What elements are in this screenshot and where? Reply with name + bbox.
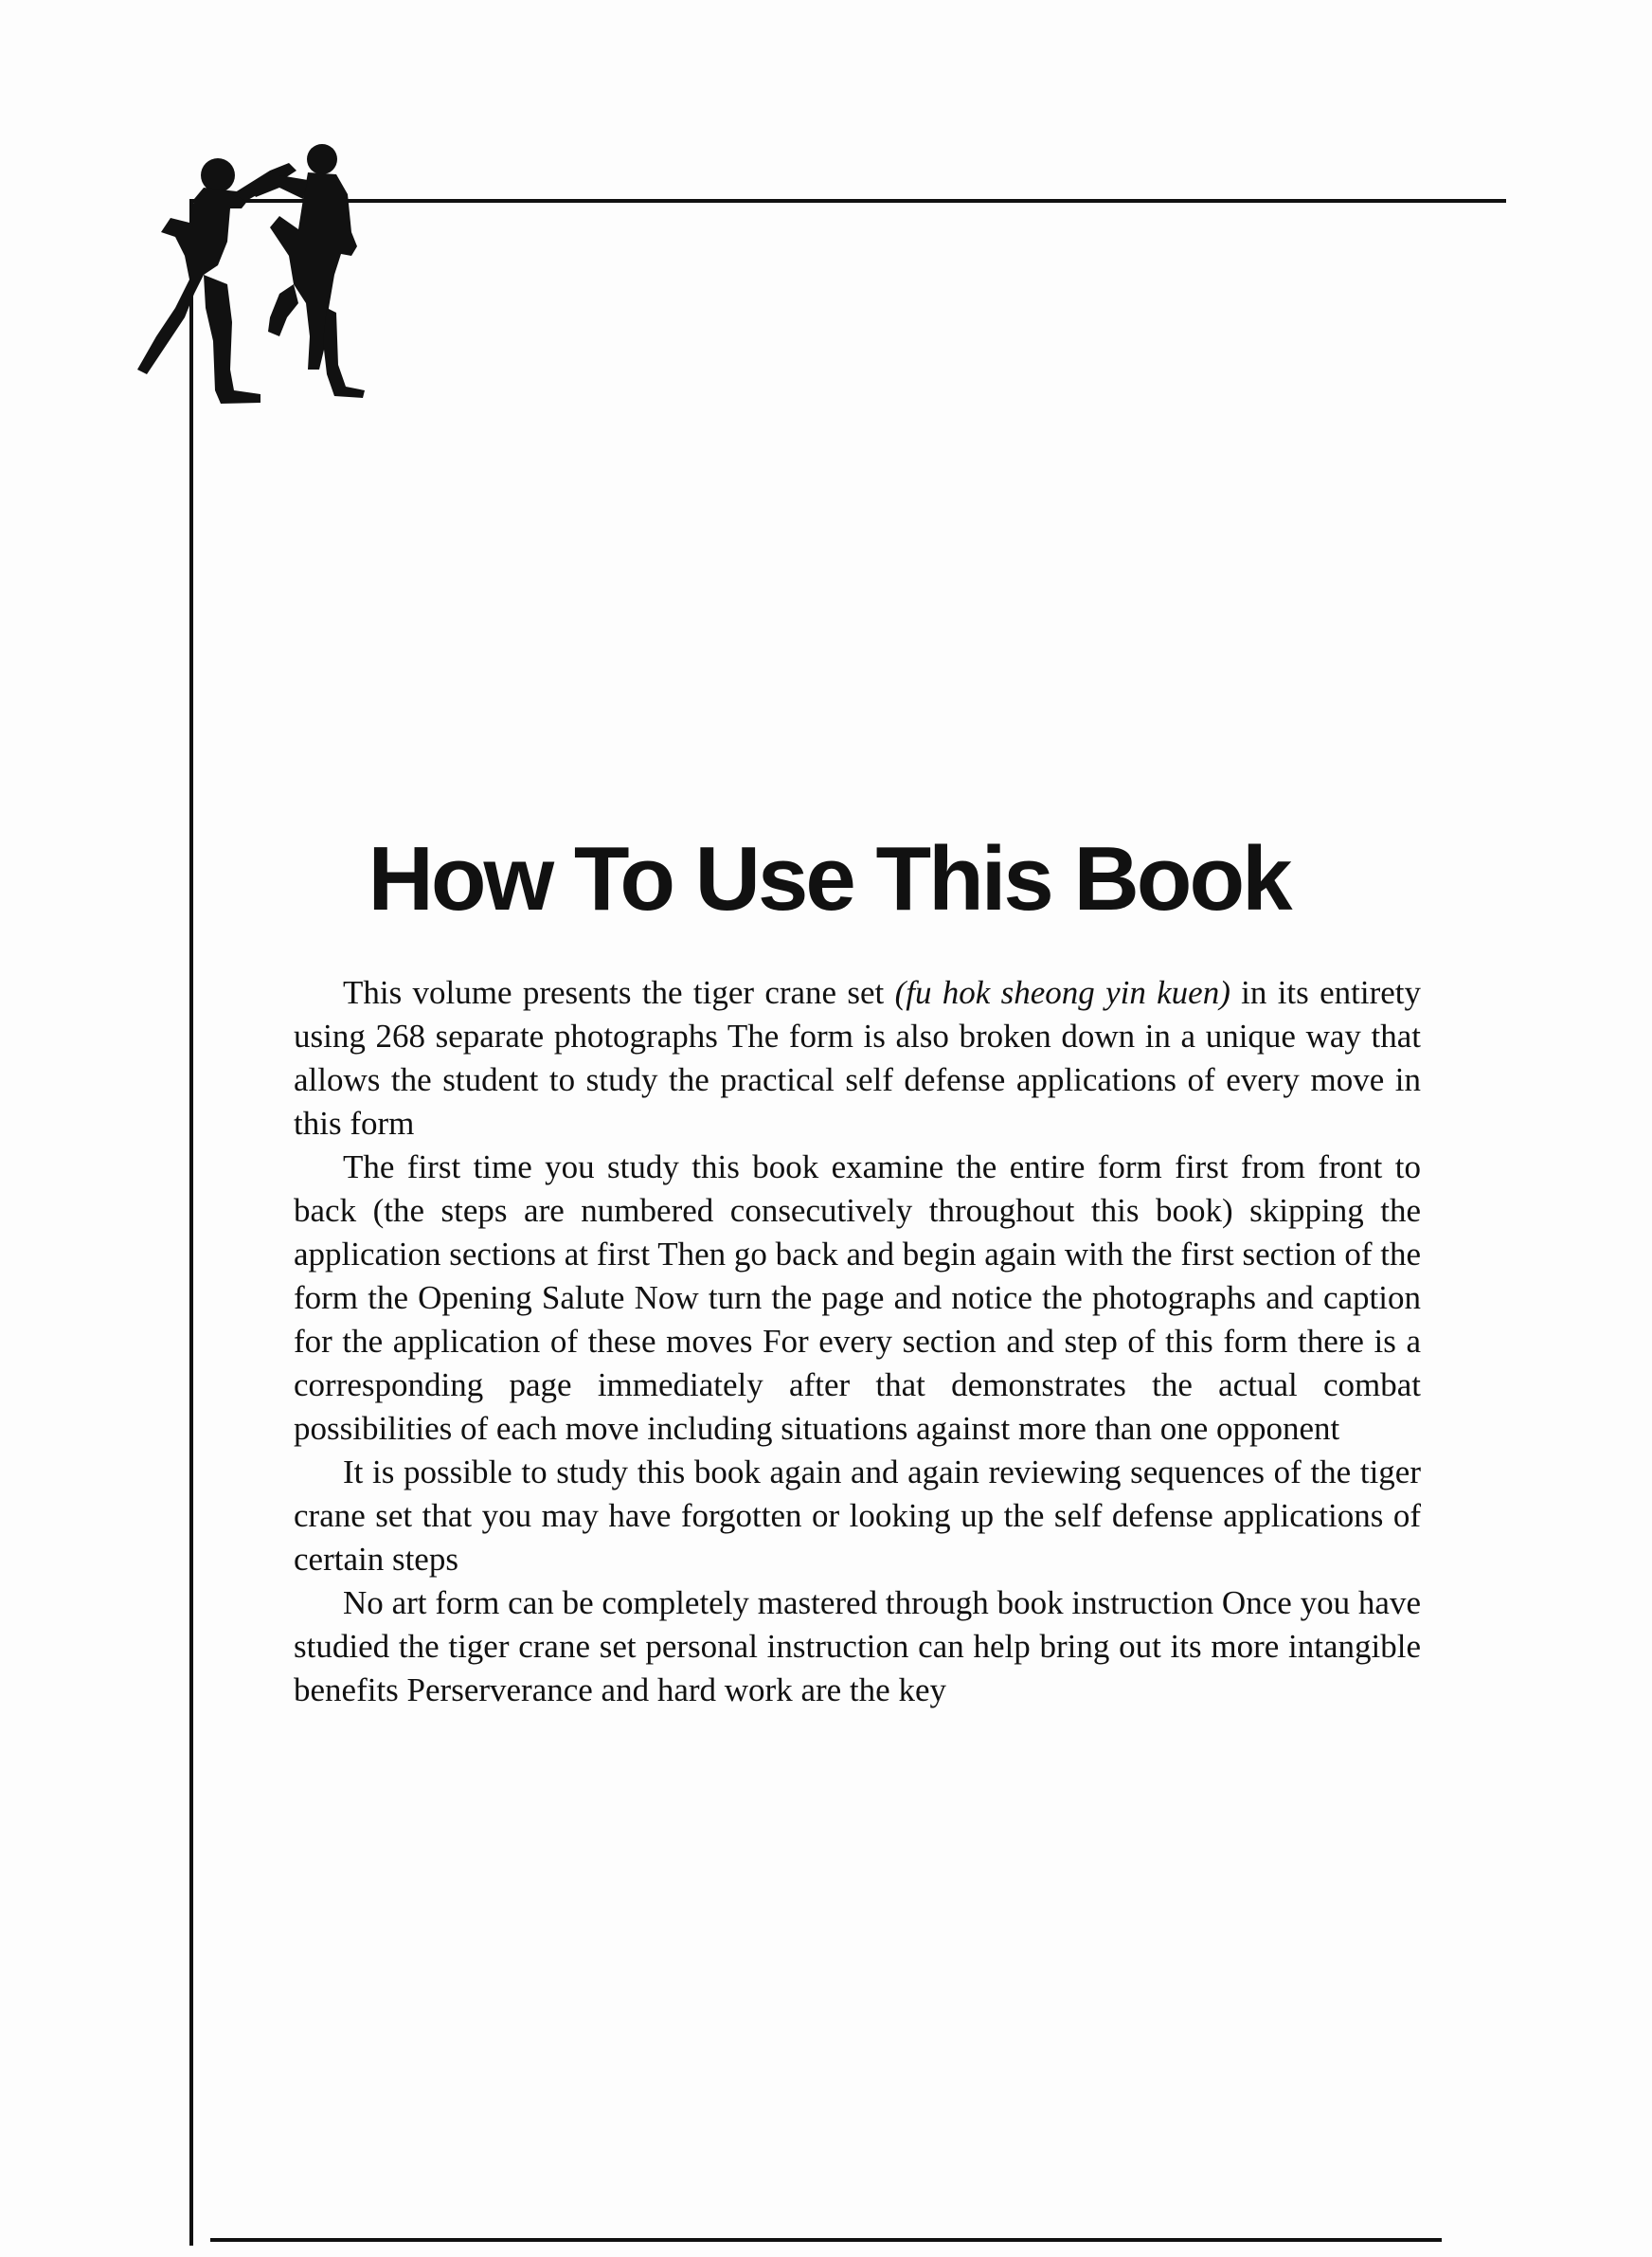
paragraph-italic-text: (fu hok sheong yin kuen) xyxy=(894,974,1230,1011)
martial-artists-silhouette-icon xyxy=(137,142,384,412)
paragraph xyxy=(294,1581,1421,1712)
paragraph xyxy=(294,1451,1421,1581)
paragraph-text: in its entirety using 268 separate photographs The form is also broken down in a unique way that allows the student to study the practical self defense applications of every move in this form xyxy=(294,974,1421,1142)
paragraph-text: The first time you study this book examine the entire form first from front to back (the steps are numbered consecutively throughout this book) skipping the application sections at first Then go back and begin again with the first section of the form the Opening Salute Now turn the page and notice the photographs and caption for the application of these moves For every section and step of this form there is a corresponding page immediately after that demonstrates the actual combat possibilities of each move including situations against more than one opponent xyxy=(294,1148,1421,1447)
frame-left-rule xyxy=(189,199,193,2246)
page-title: How To Use This Book xyxy=(368,828,1290,930)
paragraph xyxy=(294,971,1421,1146)
paragraph xyxy=(294,1146,1421,1451)
paragraph-text: No art form can be completely mastered through book instruction Once you have studied the tiger crane set personal instruction can help bring out its more intangible benefits Perserverance and hard work are the key xyxy=(294,1584,1421,1708)
body-text xyxy=(294,971,1421,1712)
frame-top-rule xyxy=(189,199,1506,203)
paragraph-text: It is possible to study this book again and again reviewing sequences of the tiger crane set that you may have forgotten or looking up the self defense applications of certain steps xyxy=(294,1454,1421,1578)
paragraph-text: This volume presents the tiger crane set xyxy=(343,974,895,1011)
frame-bottom-rule xyxy=(210,2238,1442,2242)
